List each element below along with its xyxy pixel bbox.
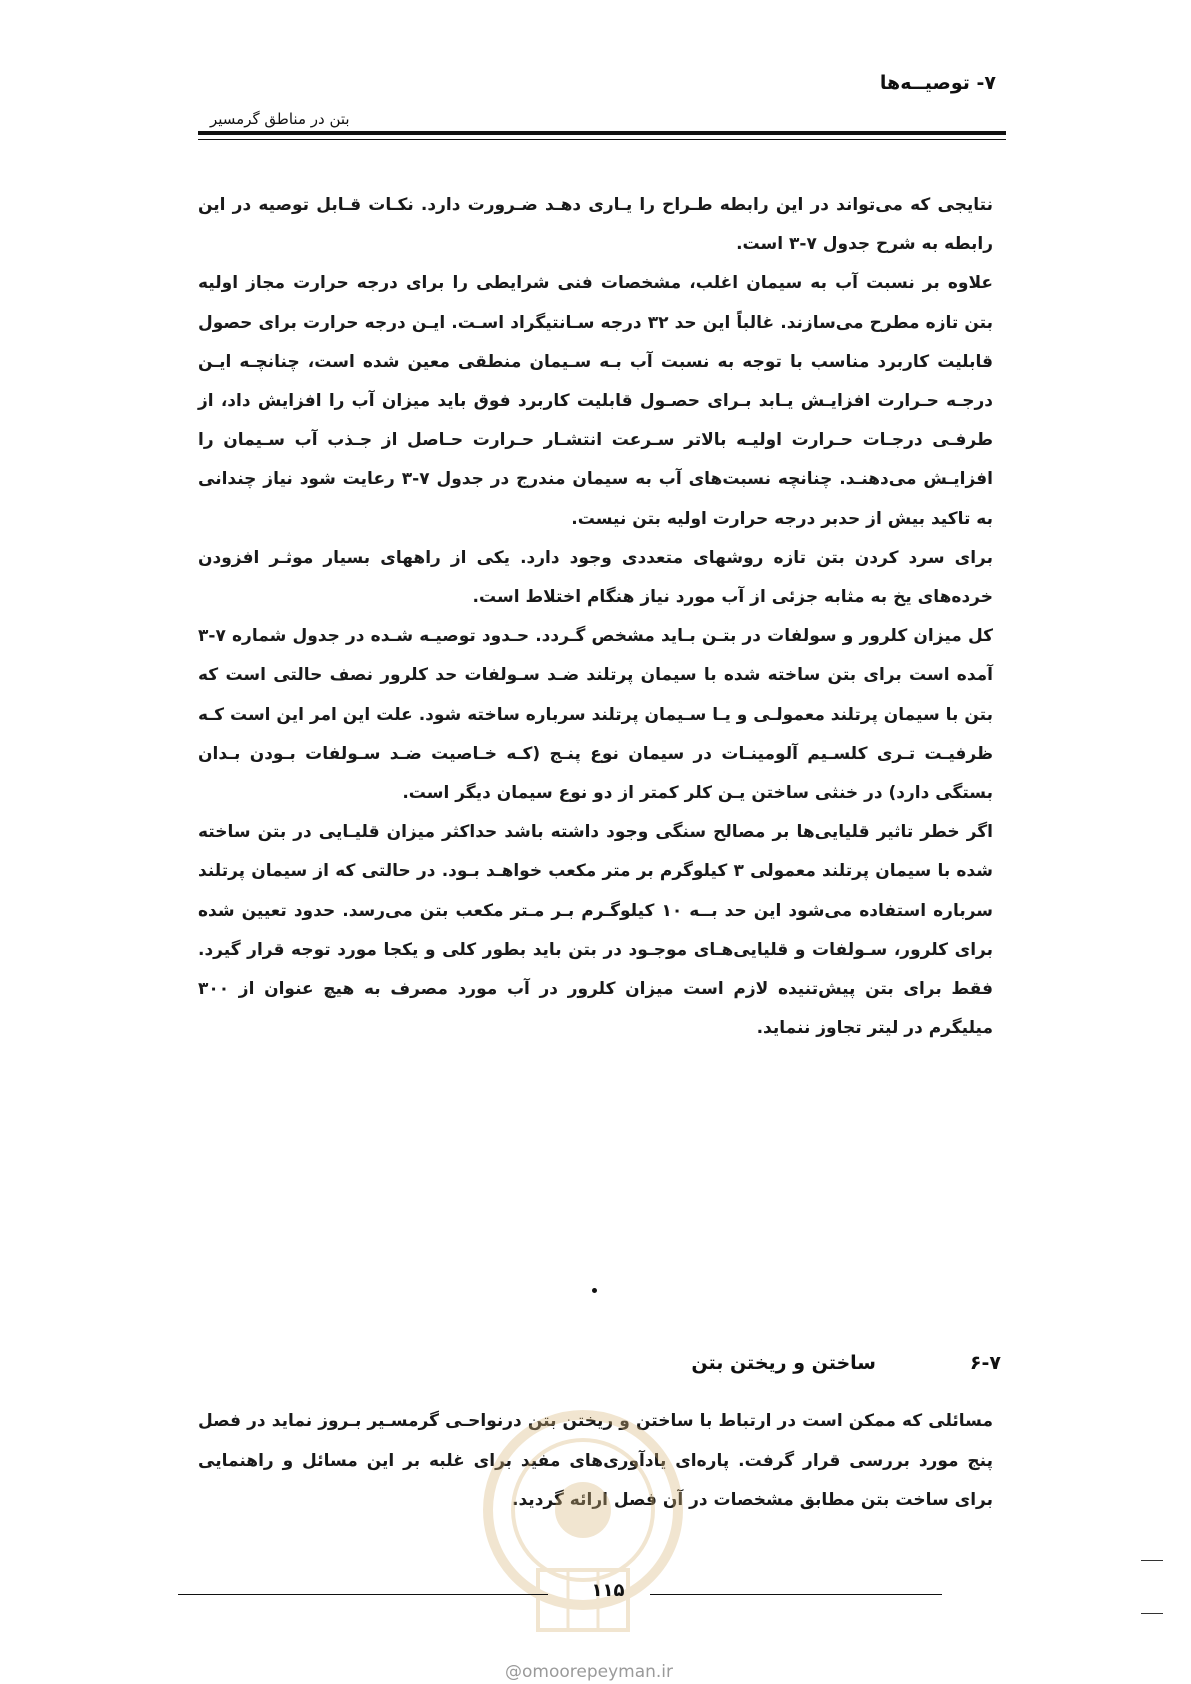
chapter-heading: ۷- توصیــه‌ها <box>879 72 996 94</box>
page-number: ۱۱۵ <box>591 1580 625 1601</box>
watermark-seal <box>468 1380 698 1650</box>
footer-rule-right <box>650 1594 942 1595</box>
website-watermark: @omoorepeyman.ir <box>505 1662 674 1682</box>
body-text <box>198 186 993 1048</box>
paragraph: برای سرد کردن بتن تازه روشهای متعددی وجود دارد. یکی از راههای بسیار موثـر افزودن خرده‌های یخ به مثابه جزئی از آب مورد نیاز هنگام اختلاط است. <box>198 547 993 608</box>
paragraph: کل میزان کلرور و سولفات در بتـن بـاید مشخص گـردد. حـدود توصیـه شـده در جدول شماره ۷-۳ آمده است برای بتن ساخته شده با سیمان پرتلند ضـد سـولفات حد کلرور نصف حالتی است که بتن با سیمان پرتلند معمولـی و یـا سـیمان پرتلند سرباره ساخته شود. علت این امر این است کـه ظرفیـت تـری کلسـیم آلومینـات در سیمان نوع پنـج (کـه خـاصیت ضـد سـولفات بـودن بـدان بستگی دارد) در خنثی ساختن یـن کلر کمتر از دو نوع سیمان دیگر است. <box>198 626 993 804</box>
paragraph: اگر خطر تاثیر قلیایی‌ها بر مصالح سنگی وجود داشته باشد حداکثر میزان قلیـایی در بتن ساخته شده با سیمان پرتلند معمولی ۳ کیلوگرم بر متر مکعب خواهـد بـود. در حالتی که از سیمان پرتلند سرباره استفاده می‌شود این حد بــه ۱۰ کیلوگـرم بـر مـتر مکعب بتن می‌رسد. حدود تعیین شده برای کلرور، سـولفات و قلیایی‌هـای موجـود در بتن باید بطور کلی و یکجا مورد توجه قرار گیرد. فقط برای بتن پیش‌تنیده لازم است میزان کلرور در آب مورد مصرف به هیچ عنوان از ۳۰۰ میلیگرم در لیتر تجاوز ننماید. <box>198 822 994 1039</box>
running-header-book-title: بتن در مناطق گرمسیر <box>210 110 350 128</box>
print-dot <box>592 1288 597 1293</box>
paragraph: علاوه بر نسبت آب به سیمان اغلب، مشخصات فنی شرایطی را برای درجه حرارت مجاز اولیه بتن تازه مطرح می‌سازند. غالباً این حد ۳۲ درجه سـانتیگراد اسـت. ایـن درجه حرارت برای حصول قابلیت کاربرد مناسب با توجه به نسبت آب بـه سـیمان منطقی معین شده است، چنانچـه ایـن درجـه حـرارت افزایـش یـابد بـرای حصـول قابلیت کاربرد فوق باید میزان آب را افزایش داد، از طرفـی درجـات حـرارت اولیـه بالاتر سـرعت انتشـار حـرارت حـاصل از جـذب آب سـیمان را افزایـش می‌دهنـد. چنانچه نسبت‌های آب به سیمان مندرج در جدول ۷-۳ رعایت شود نیاز چندانی به تاکید بیش از حدبر درجه حرارت اولیه بتن نیست. <box>198 273 993 529</box>
header-rule-thin <box>198 139 1006 140</box>
margin-mark <box>1141 1613 1163 1614</box>
section-number: ۶-۷ <box>969 1352 1001 1374</box>
header-rule-thick <box>198 131 1006 135</box>
section-title: ساختن و ریختن بتن <box>691 1352 876 1374</box>
footer-rule-left <box>178 1594 548 1595</box>
paragraph: مسائلی که ممکن است در ارتباط با ساختن و ریختن بتن درنواحـی گرمسـیر بـروز نماید در فصل پنج مورد بررسی قرار گرفت. پاره‌ای یادآوری‌های مفید برای غلبه بر این مسائل و راهنمایی برای ساخت بتن مطابق مشخصات در آن فصل ارائه گردید. <box>198 1411 993 1510</box>
paragraph: نتایجی که می‌تواند در این رابطه طـراح را یـاری دهـد ضـرورت دارد. نکـات قـابل توصیه در این رابطه به شرح جدول ۷-۳ است. <box>198 195 993 255</box>
margin-mark <box>1141 1560 1163 1561</box>
